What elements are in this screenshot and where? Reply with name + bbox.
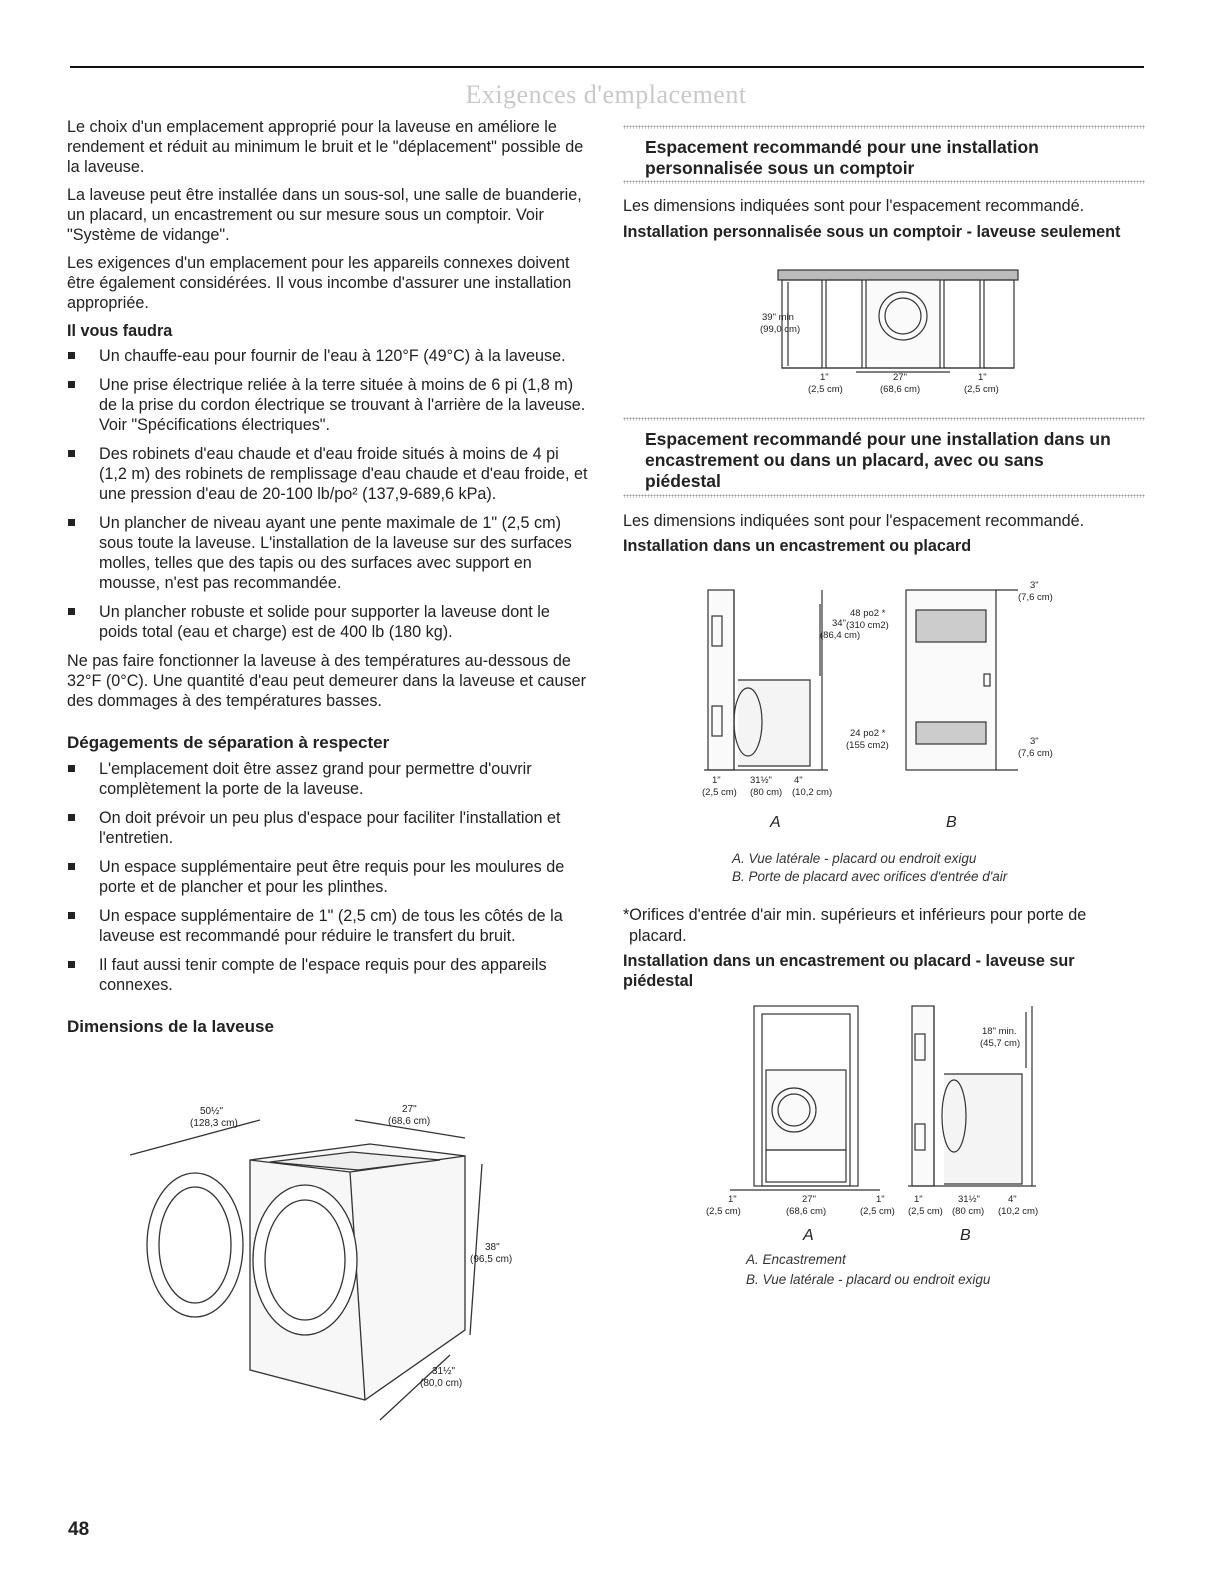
- dotted-rule: [623, 180, 1145, 184]
- closet-bottom-gap-cm: (7,6 cm): [1018, 748, 1053, 759]
- list-item: Un plancher de niveau ayant une pente maximale de 1" (2,5 cm) sous toute la laveuse. L'installation de la laveuse sur des surfaces molles, telles que des tapis ou des surfaces avec support en mousse, n'est pas recommandée.: [67, 513, 590, 593]
- needs-label: Il vous faudra: [67, 322, 173, 340]
- undercounter-right-dim: 1": [978, 372, 987, 383]
- top-rule: [70, 66, 1144, 68]
- figure-letter: A: [803, 1227, 814, 1244]
- washer-depth-dim: 31½": [432, 1366, 456, 1377]
- closet-diagram: [700, 576, 1070, 806]
- list-item: On doit prévoir un peu plus d'espace pour faciliter l'installation et l'entretien.: [67, 808, 590, 848]
- list-item: Un espace supplémentaire de 1" (2,5 cm) de tous les côtés de la laveuse est recommandé pour réduire le transfert du bruit.: [67, 906, 590, 946]
- undercounter-left-dim: 1": [820, 372, 829, 383]
- closet-depth-dim-cm: (80 cm): [750, 787, 783, 798]
- closet-heading: Espacement recommandé pour une installation dans un encastrement ou dans un placard, avec ou sans piédestal: [645, 429, 1111, 491]
- pedestal-b-side-dim-cm: (2,5 cm): [908, 1206, 943, 1217]
- pedestal-top-dim: 18" min.: [982, 1026, 1017, 1037]
- figure-caption: A. Vue latérale - placard ou endroit exigu: [732, 851, 977, 866]
- closet-top-gap-cm: (7,6 cm): [1018, 592, 1053, 603]
- undercounter-diagram: [760, 268, 1030, 403]
- temperature-warning: Ne pas faire fonctionner la laveuse à des températures au-dessous de 32°F (0°C). Une quantité d'eau peut demeurer dans la laveuse et causer des dommages à des températures basses.: [67, 652, 587, 710]
- closet-label: Installation dans un encastrement ou placard: [623, 537, 972, 555]
- clearance-list: [67, 759, 590, 995]
- closet-vent-bottom-cm: (155 cm2): [846, 740, 889, 751]
- dimensions-heading: Dimensions de la laveuse: [67, 1017, 274, 1036]
- undercounter-left-dim-cm: (2,5 cm): [808, 384, 843, 395]
- page-number: 48: [68, 1519, 90, 1540]
- list-item: L'emplacement doit être assez grand pour permettre d'ouvrir complètement la porte de la laveuse.: [67, 759, 590, 799]
- closet-back-dim-cm: (10,2 cm): [792, 787, 833, 798]
- dimensions-note: Les dimensions indiquées sont pour l'espacement recommandé.: [623, 197, 1085, 215]
- closet-side-dim: 1": [712, 775, 721, 786]
- closet-height-dim-cm: (86,4 cm): [820, 630, 861, 641]
- washer-height-dim-cm: (96,5 cm): [470, 1254, 513, 1265]
- pedestal-label: Installation dans un encastrement ou placard - laveuse sur piédestal: [623, 952, 1075, 990]
- washer-door-dim-cm: (128,3 cm): [190, 1118, 238, 1129]
- list-item: Il faut aussi tenir compte de l'espace requis pour des appareils connexes.: [67, 955, 590, 995]
- closet-vent-bottom: 24 po2 *: [850, 728, 886, 739]
- figure-letter: B: [946, 814, 957, 831]
- figure-caption: B. Porte de placard avec orifices d'entrée d'air: [732, 869, 1008, 884]
- list-item: Un chauffe-eau pour fournir de l'eau à 120°F (49°C) à la laveuse.: [67, 346, 590, 366]
- clearance-heading: Dégagements de séparation à respecter: [67, 733, 390, 752]
- closet-top-gap: 3": [1030, 580, 1039, 591]
- intro-paragraph: Les exigences d'un emplacement pour les appareils connexes doivent être également considérées. Il vous incombe d'assurer une installation appropriée.: [67, 254, 572, 312]
- washer-door-dim: 50½": [200, 1106, 224, 1117]
- intro-paragraph: La laveuse peut être installée dans un sous-sol, une salle de buanderie, un placard, un encastrement ou sur mesure sous un comptoir. Voir "Système de vidange".: [67, 186, 582, 244]
- list-item: Une prise électrique reliée à la terre située à moins de 6 pi (1,8 m) de la prise du cordon électrique se trouvant à l'arrière de la laveuse. Voir "Spécifications électriques".: [67, 375, 590, 435]
- pedestal-top-dim-cm: (45,7 cm): [980, 1038, 1021, 1049]
- pedestal-a-width-dim: 27": [802, 1194, 816, 1205]
- undercounter-right-dim-cm: (2,5 cm): [964, 384, 999, 395]
- closet-side-dim-cm: (2,5 cm): [702, 787, 737, 798]
- figure-caption: B. Vue latérale - placard ou endroit exigu: [746, 1272, 991, 1287]
- washer-width-dim-cm: (68,6 cm): [388, 1116, 431, 1127]
- washer-height-dim: 38": [485, 1242, 500, 1253]
- left-column: [67, 117, 590, 1043]
- closet-vent-top: 48 po2 *: [850, 608, 886, 619]
- undercounter-height-dim-cm: (99,0 cm): [760, 324, 801, 335]
- list-item: Un espace supplémentaire peut être requis pour les moulures de porte et de plancher et pour les plinthes.: [67, 857, 590, 897]
- pedestal-b-depth-dim-cm: (80 cm): [952, 1206, 985, 1217]
- closet-bottom-gap: 3": [1030, 736, 1039, 747]
- figure-caption: A. Encastrement: [746, 1252, 846, 1267]
- closet-vent-top-cm: (310 cm2): [846, 620, 889, 631]
- page-title: Exigences d'emplacement: [465, 80, 747, 109]
- pedestal-b-back-dim-cm: (10,2 cm): [998, 1206, 1039, 1217]
- undercounter-width-dim-cm: (68,6 cm): [880, 384, 921, 395]
- closet-back-dim: 4": [794, 775, 803, 786]
- vent-note: *Orifices d'entrée d'air min. supérieurs et inférieurs pour porte de placard.: [623, 906, 1087, 945]
- figure-letter: B: [960, 1227, 971, 1244]
- list-item: Un plancher robuste et solide pour supporter la laveuse dont le poids total (eau et charge) est de 400 lb (180 kg).: [67, 602, 590, 642]
- washer-width-dim: 27": [402, 1104, 417, 1115]
- pedestal-a-left-dim-cm: (2,5 cm): [706, 1206, 741, 1217]
- figure-letter: A: [770, 814, 781, 831]
- undercounter-width-dim: 27": [893, 372, 907, 383]
- washer-dimensions-diagram: [120, 1100, 550, 1440]
- pedestal-b-depth-dim: 31½": [958, 1194, 980, 1205]
- pedestal-a-width-dim-cm: (68,6 cm): [786, 1206, 827, 1217]
- intro-paragraph: Le choix d'un emplacement approprié pour la laveuse en améliore le rendement et réduit au minimum le bruit et le "déplacement" possible de la laveuse.: [67, 118, 584, 176]
- undercounter-height-dim: 39" min: [762, 312, 794, 323]
- closet-height-dim: 34": [832, 618, 846, 629]
- pedestal-a-right-dim-cm: (2,5 cm): [860, 1206, 895, 1217]
- pedestal-b-back-dim: 4": [1008, 1194, 1017, 1205]
- dotted-rule: [623, 494, 1145, 498]
- pedestal-diagram: [700, 1004, 1050, 1224]
- undercounter-label: Installation personnalisée sous un comptoir - laveuse seulement: [623, 223, 1121, 241]
- pedestal-a-right-dim: 1": [876, 1194, 885, 1205]
- undercounter-heading: Espacement recommandé pour une installation personnalisée sous un comptoir: [645, 137, 1039, 178]
- pedestal-a-left-dim: 1": [728, 1194, 737, 1205]
- washer-depth-dim-cm: (80,0 cm): [420, 1378, 463, 1389]
- pedestal-b-side-dim: 1": [914, 1194, 923, 1205]
- list-item: Des robinets d'eau chaude et d'eau froide situés à moins de 4 pi (1,2 m) des robinets de remplissage d'eau chaude et d'eau froide, et une pression d'eau de 20-100 lb/po² (137,9-689,6 kPa).: [67, 444, 590, 504]
- closet-depth-dim: 31½": [750, 775, 772, 786]
- needs-list: [67, 346, 590, 642]
- dimensions-note: Les dimensions indiquées sont pour l'espacement recommandé.: [623, 512, 1085, 530]
